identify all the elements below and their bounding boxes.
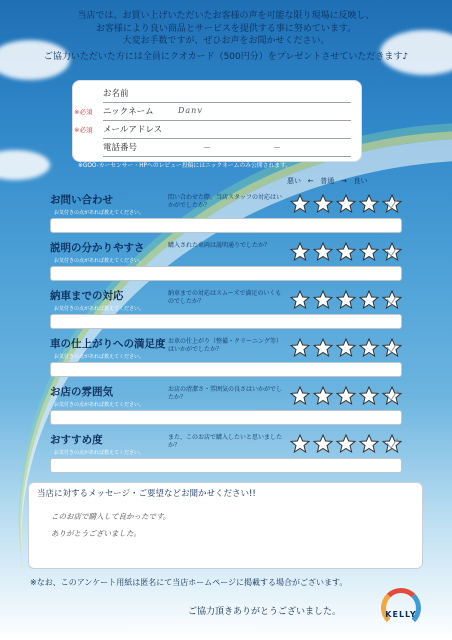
star-rating[interactable]	[290, 242, 402, 261]
star-icon[interactable]	[290, 386, 310, 405]
question-title: お問い合わせ	[50, 194, 113, 206]
question-hint: お気付きの点があれば教えてください。	[54, 306, 145, 312]
question-hint: お気付きの点があれば教えてください。	[54, 354, 145, 360]
star-icon[interactable]	[336, 194, 356, 213]
nickname-label: ニックネーム	[103, 107, 154, 117]
comment-box[interactable]	[50, 314, 402, 329]
star-icon[interactable]	[313, 338, 333, 357]
star-icon[interactable]	[290, 338, 310, 357]
message-title: 当店に対するメッセージ・ご要望などお聞かせください!!	[37, 489, 256, 499]
question-row	[50, 432, 412, 482]
email-field[interactable]	[74, 121, 351, 139]
question-description: お店の清潔さ・雰囲気の良さはいかがでしたか？	[168, 386, 283, 401]
phone-separator: －	[273, 143, 281, 152]
question-row	[50, 288, 412, 338]
thank-you-text: ご協力頂きありがとうございました。	[188, 607, 342, 617]
question-hint: お気付きの点があれば教えてください。	[54, 402, 145, 408]
contact-form	[72, 80, 362, 162]
star-icon[interactable]	[359, 434, 379, 453]
message-handwriting-line: このお店で購入して良かったです。	[51, 512, 171, 521]
question-title: 説明の分かりやすさ	[50, 242, 145, 254]
question-row	[50, 240, 412, 290]
privacy-note: ※GOO-カーセンサー・HPへのレビュー投稿にはニックネームのみ公開されます。	[78, 163, 292, 169]
comment-box[interactable]	[50, 266, 402, 281]
cloud-decoration	[0, 150, 50, 180]
star-icon[interactable]	[290, 242, 310, 261]
star-rating[interactable]	[290, 434, 402, 453]
question-description: 納車までの対応はスムーズで満足のいくものでしたか？	[168, 290, 282, 305]
star-icon[interactable]	[382, 338, 402, 357]
question-row	[50, 336, 412, 386]
rainbow-logo-icon	[381, 588, 421, 628]
scale-arrow-left: ←	[307, 177, 314, 185]
comment-box[interactable]	[50, 218, 402, 233]
question-title: お店の雰囲気	[50, 386, 113, 398]
phone-separator: －	[203, 143, 211, 152]
comment-box[interactable]	[50, 458, 402, 473]
message-handwriting-line: ありがとうございました。	[51, 529, 141, 538]
star-icon[interactable]	[382, 386, 402, 405]
star-rating[interactable]	[290, 194, 402, 213]
kelly-logo	[378, 584, 424, 630]
star-icon[interactable]	[359, 386, 379, 405]
star-icon[interactable]	[290, 434, 310, 453]
message-box[interactable]	[28, 482, 423, 569]
star-icon[interactable]	[336, 434, 356, 453]
star-icon[interactable]	[382, 194, 402, 213]
star-rating[interactable]	[290, 338, 402, 357]
star-rating[interactable]	[290, 386, 402, 405]
star-icon[interactable]	[336, 338, 356, 357]
publication-note: ※なお、このアンケート用紙は匿名にて当店ホームページに掲載する場合がございます。	[30, 578, 348, 587]
question-description: 購入された車両は説明通りでしたか？	[168, 242, 271, 249]
scale-arrow-right: →	[340, 177, 347, 185]
star-icon[interactable]	[313, 290, 333, 309]
intro-line-2: お客様により良い商品とサービスを提供する事に努めています。	[95, 23, 357, 34]
star-icon[interactable]	[359, 338, 379, 357]
rating-scale	[287, 176, 368, 186]
star-icon[interactable]	[313, 194, 333, 213]
question-description: 問い合わせた際、当店スタッフの対応はいかがでしたか？	[168, 194, 283, 209]
star-icon[interactable]	[313, 434, 333, 453]
star-icon[interactable]	[336, 386, 356, 405]
required-mark: ※必須	[74, 126, 93, 134]
question-title: 納車までの対応	[50, 290, 124, 302]
email-label: メールアドレス	[103, 125, 163, 135]
star-rating[interactable]	[290, 290, 402, 309]
header	[0, 10, 452, 63]
nickname-handwritten-value: Danv	[178, 106, 203, 115]
intro-line-1: 当店では、お買い上げいただいたお客様の声を可能な限り現場に反映し、	[77, 11, 375, 21]
star-icon[interactable]	[290, 194, 310, 213]
question-hint: お気付きの点があれば教えてください。	[54, 450, 145, 456]
star-icon[interactable]	[382, 434, 402, 453]
question-description: また、このお店で購入したいと思いましたか？	[168, 434, 283, 449]
scale-bad: 悪い	[287, 177, 301, 185]
star-icon[interactable]	[359, 290, 379, 309]
question-description: お車の仕上がり（整備・クリーニング等）はいかがでしたか？	[168, 338, 282, 353]
star-icon[interactable]	[290, 290, 310, 309]
star-icon[interactable]	[359, 242, 379, 261]
quo-card-promo: ご協力いただいた方には全員にクオカード（500円分）をプレゼントさせていただきます♪	[43, 51, 409, 62]
question-row	[50, 192, 412, 242]
question-title: 車の仕上がりへの満足度	[50, 338, 166, 350]
phone-label: 電話番号	[103, 143, 138, 153]
required-mark: ※必須	[74, 108, 93, 116]
scale-good: 良い	[353, 177, 368, 185]
star-icon[interactable]	[313, 242, 333, 261]
star-icon[interactable]	[313, 386, 333, 405]
phone-field[interactable]	[103, 139, 351, 157]
question-row	[50, 384, 412, 434]
star-icon[interactable]	[382, 242, 402, 261]
scale-normal: 普通	[320, 177, 335, 185]
star-icon[interactable]	[359, 194, 379, 213]
comment-box[interactable]	[50, 410, 402, 425]
star-icon[interactable]	[382, 290, 402, 309]
question-hint: お気付きの点があれば教えてください。	[54, 210, 145, 216]
name-field[interactable]	[103, 85, 351, 103]
question-hint: お気付きの点があれば教えてください。	[54, 258, 145, 264]
star-icon[interactable]	[336, 242, 356, 261]
nickname-field[interactable]	[74, 103, 351, 121]
intro-line-3: 大変お手数ですが、ぜひお声をお聞かせください。	[122, 36, 330, 46]
name-label: お名前	[103, 89, 129, 99]
star-icon[interactable]	[336, 290, 356, 309]
comment-box[interactable]	[50, 362, 402, 377]
brand-name: KELLY	[385, 610, 417, 619]
question-title: おすすめ度	[50, 434, 103, 446]
